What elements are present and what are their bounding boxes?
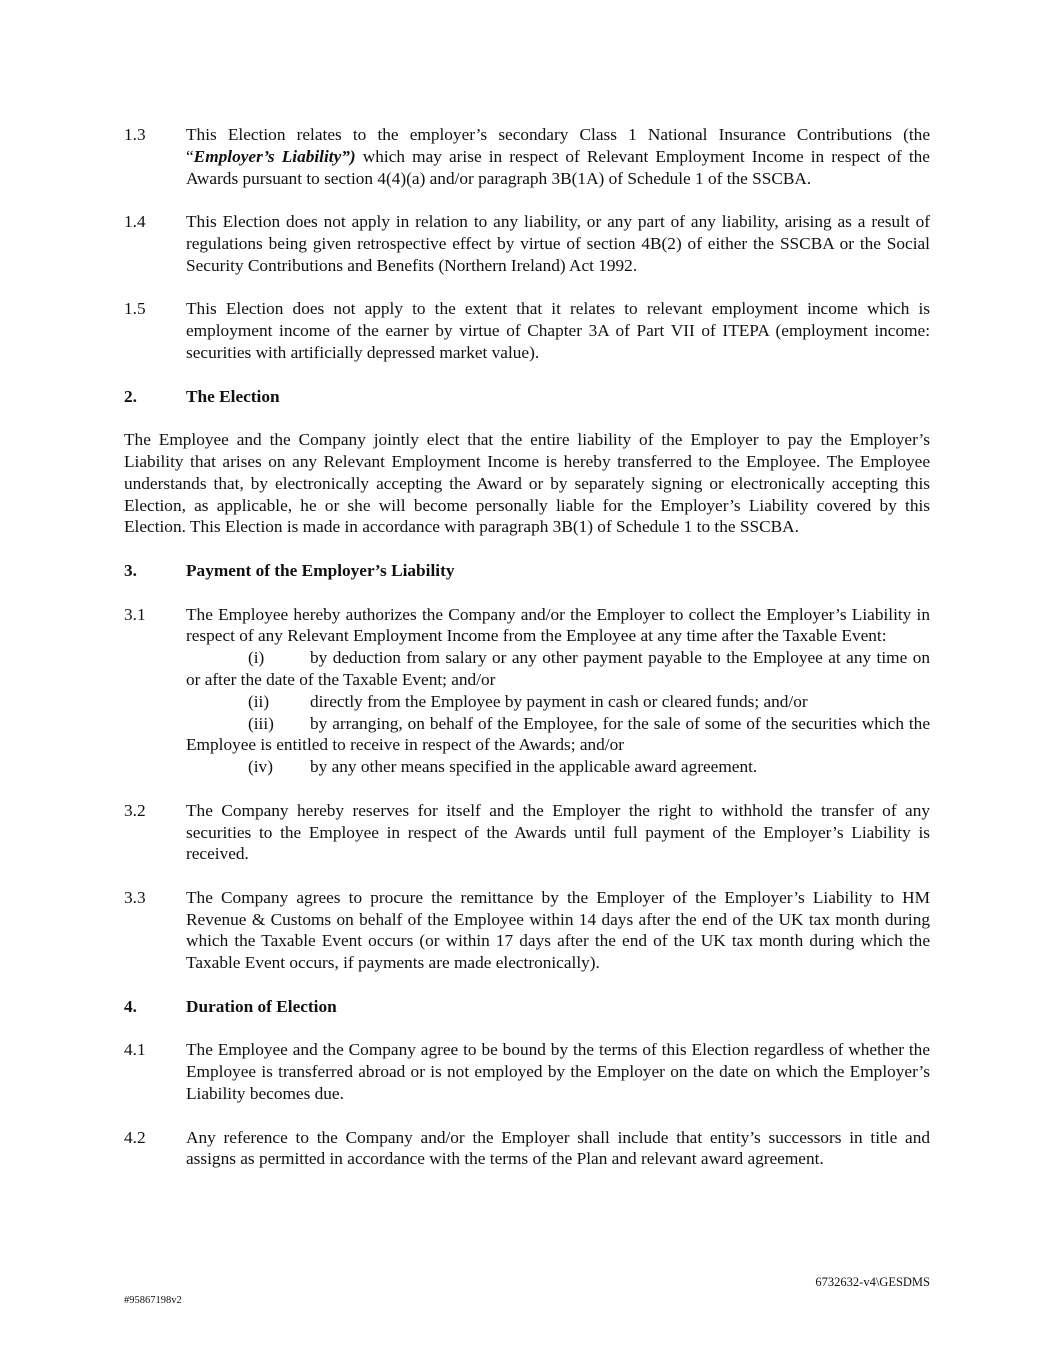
clause-1-4 bbox=[124, 211, 930, 276]
section-number: 3. bbox=[124, 560, 137, 580]
sub-item-number: (i) bbox=[248, 648, 265, 668]
clause-3-1 bbox=[124, 604, 930, 778]
clause-number: 3.3 bbox=[124, 887, 146, 907]
document-reference: 6732632-v4\GESDMS bbox=[815, 1275, 930, 1289]
clause-text: The Company agrees to procure the remittance by the Employer of the Employer’s Liability to HM Revenue & Customs on behalf of the Employee within 14 days after the end of the UK tax month during which the Taxable Event occurs (or within 17 days after the end of the UK tax month during which the Taxable Event occurs, if payments are made electronically). bbox=[186, 887, 930, 973]
sub-item-text: by arranging, on behalf of the Employee, for the sale of some of the securities which the Employee is entitled to receive in respect of the Awards; and/or bbox=[186, 713, 930, 755]
sub-item-number: (ii) bbox=[248, 691, 270, 711]
sub-item bbox=[186, 713, 930, 757]
section-heading-2 bbox=[124, 386, 930, 408]
section-title: The Election bbox=[186, 386, 280, 406]
clause-text: Any reference to the Company and/or the Employer shall include that entity’s successors in title and assigns as permitted in accordance with the terms of the Plan and relevant award agreement. bbox=[186, 1127, 930, 1169]
sub-item bbox=[186, 756, 930, 778]
clause-1-5 bbox=[124, 298, 930, 363]
section-title: Duration of Election bbox=[186, 996, 337, 1016]
clause-text: The Company hereby reserves for itself and the Employer the right to withhold the transfer of any securities to the Employee in respect of the Awards until full payment of the Employer’s Liability is received. bbox=[186, 800, 930, 864]
sub-item bbox=[186, 691, 930, 713]
sub-item-number: (iv) bbox=[248, 757, 273, 777]
clause-number: 1.5 bbox=[124, 299, 146, 319]
clause-number: 4.1 bbox=[124, 1040, 146, 1060]
clause-number: 1.4 bbox=[124, 212, 146, 232]
clause-number: 1.3 bbox=[124, 125, 146, 144]
section-number: 2. bbox=[124, 386, 137, 406]
clause-number: 3.2 bbox=[124, 800, 146, 820]
clause-3-3 bbox=[124, 887, 930, 974]
section-number: 4. bbox=[124, 996, 137, 1016]
document-page bbox=[124, 124, 930, 1170]
clause-text: The Employee hereby authorizes the Company and/or the Employer to collect the Employer’s Liability in respect of any Relevant Employment Income from the Employee at any time after the Taxable Event: bbox=[186, 604, 930, 646]
clause-text: which may arise in respect of Relevant Employment Income in respect of the Awards pursuant to section 4(4)(a) and/or paragraph 3B(1A) of Schedule 1 of the SSCBA. bbox=[186, 146, 930, 188]
section-heading-4 bbox=[124, 996, 930, 1018]
clause-4-2 bbox=[124, 1127, 930, 1171]
sub-item-number: (iii) bbox=[248, 713, 274, 733]
clause-number: 3.1 bbox=[124, 604, 146, 624]
election-paragraph: The Employee and the Company jointly elect that the entire liability of the Employer to pay the Employer’s Liability that arises on any Relevant Employment Income is hereby transferred to the Employee. The Employee understands that, by electronically accepting the Award or by separately signing or electronically accepting this Election, as applicable, he or she will become personally liable for the Employer’s Liability covered by this Election. This Election is made in accordance with paragraph 3B(1) of Schedule 1 to the SSCBA. bbox=[124, 430, 930, 537]
clause-3-2 bbox=[124, 800, 930, 865]
document-version: #95867198v2 bbox=[124, 1295, 182, 1306]
clause-number: 4.2 bbox=[124, 1127, 146, 1147]
sub-item-text: directly from the Employee by payment in cash or cleared funds; and/or bbox=[310, 691, 808, 711]
clause-1-3 bbox=[124, 124, 930, 189]
clause-4-1 bbox=[124, 1039, 930, 1104]
defined-term: Employer’s Liability”) bbox=[193, 146, 356, 166]
sub-item-text: by any other means specified in the applicable award agreement. bbox=[310, 757, 758, 777]
section-heading-3 bbox=[124, 560, 930, 582]
sub-item bbox=[186, 647, 930, 691]
clause-text: This Election relates to the employer’s secondary Class 1 National Insurance Contributions (the “ bbox=[186, 125, 930, 166]
sub-item-list bbox=[124, 647, 930, 778]
sub-item-text: by deduction from salary or any other payment payable to the Employee at any time on or after the date of the Taxable Event; and/or bbox=[186, 648, 930, 689]
clause-text: This Election does not apply to the extent that it relates to relevant employment income which is employment income of the earner by virtue of Chapter 3A of Part VII of ITEPA (employment income: securities with artificially depressed market value). bbox=[186, 299, 930, 362]
clause-text: This Election does not apply in relation to any liability, or any part of any liability, arising as a result of regulations being given retrospective effect by virtue of section 4B(2) of either the SSCBA or the Social Security Contributions and Benefits (Northern Ireland) Act 1992. bbox=[186, 212, 930, 275]
section-title: Payment of the Employer’s Liability bbox=[186, 560, 455, 580]
clause-text: The Employee and the Company agree to be bound by the terms of this Election regardless of whether the Employee is transferred abroad or is not employed by the Employer on the date on which the Employer’s Liability becomes due. bbox=[186, 1040, 930, 1104]
